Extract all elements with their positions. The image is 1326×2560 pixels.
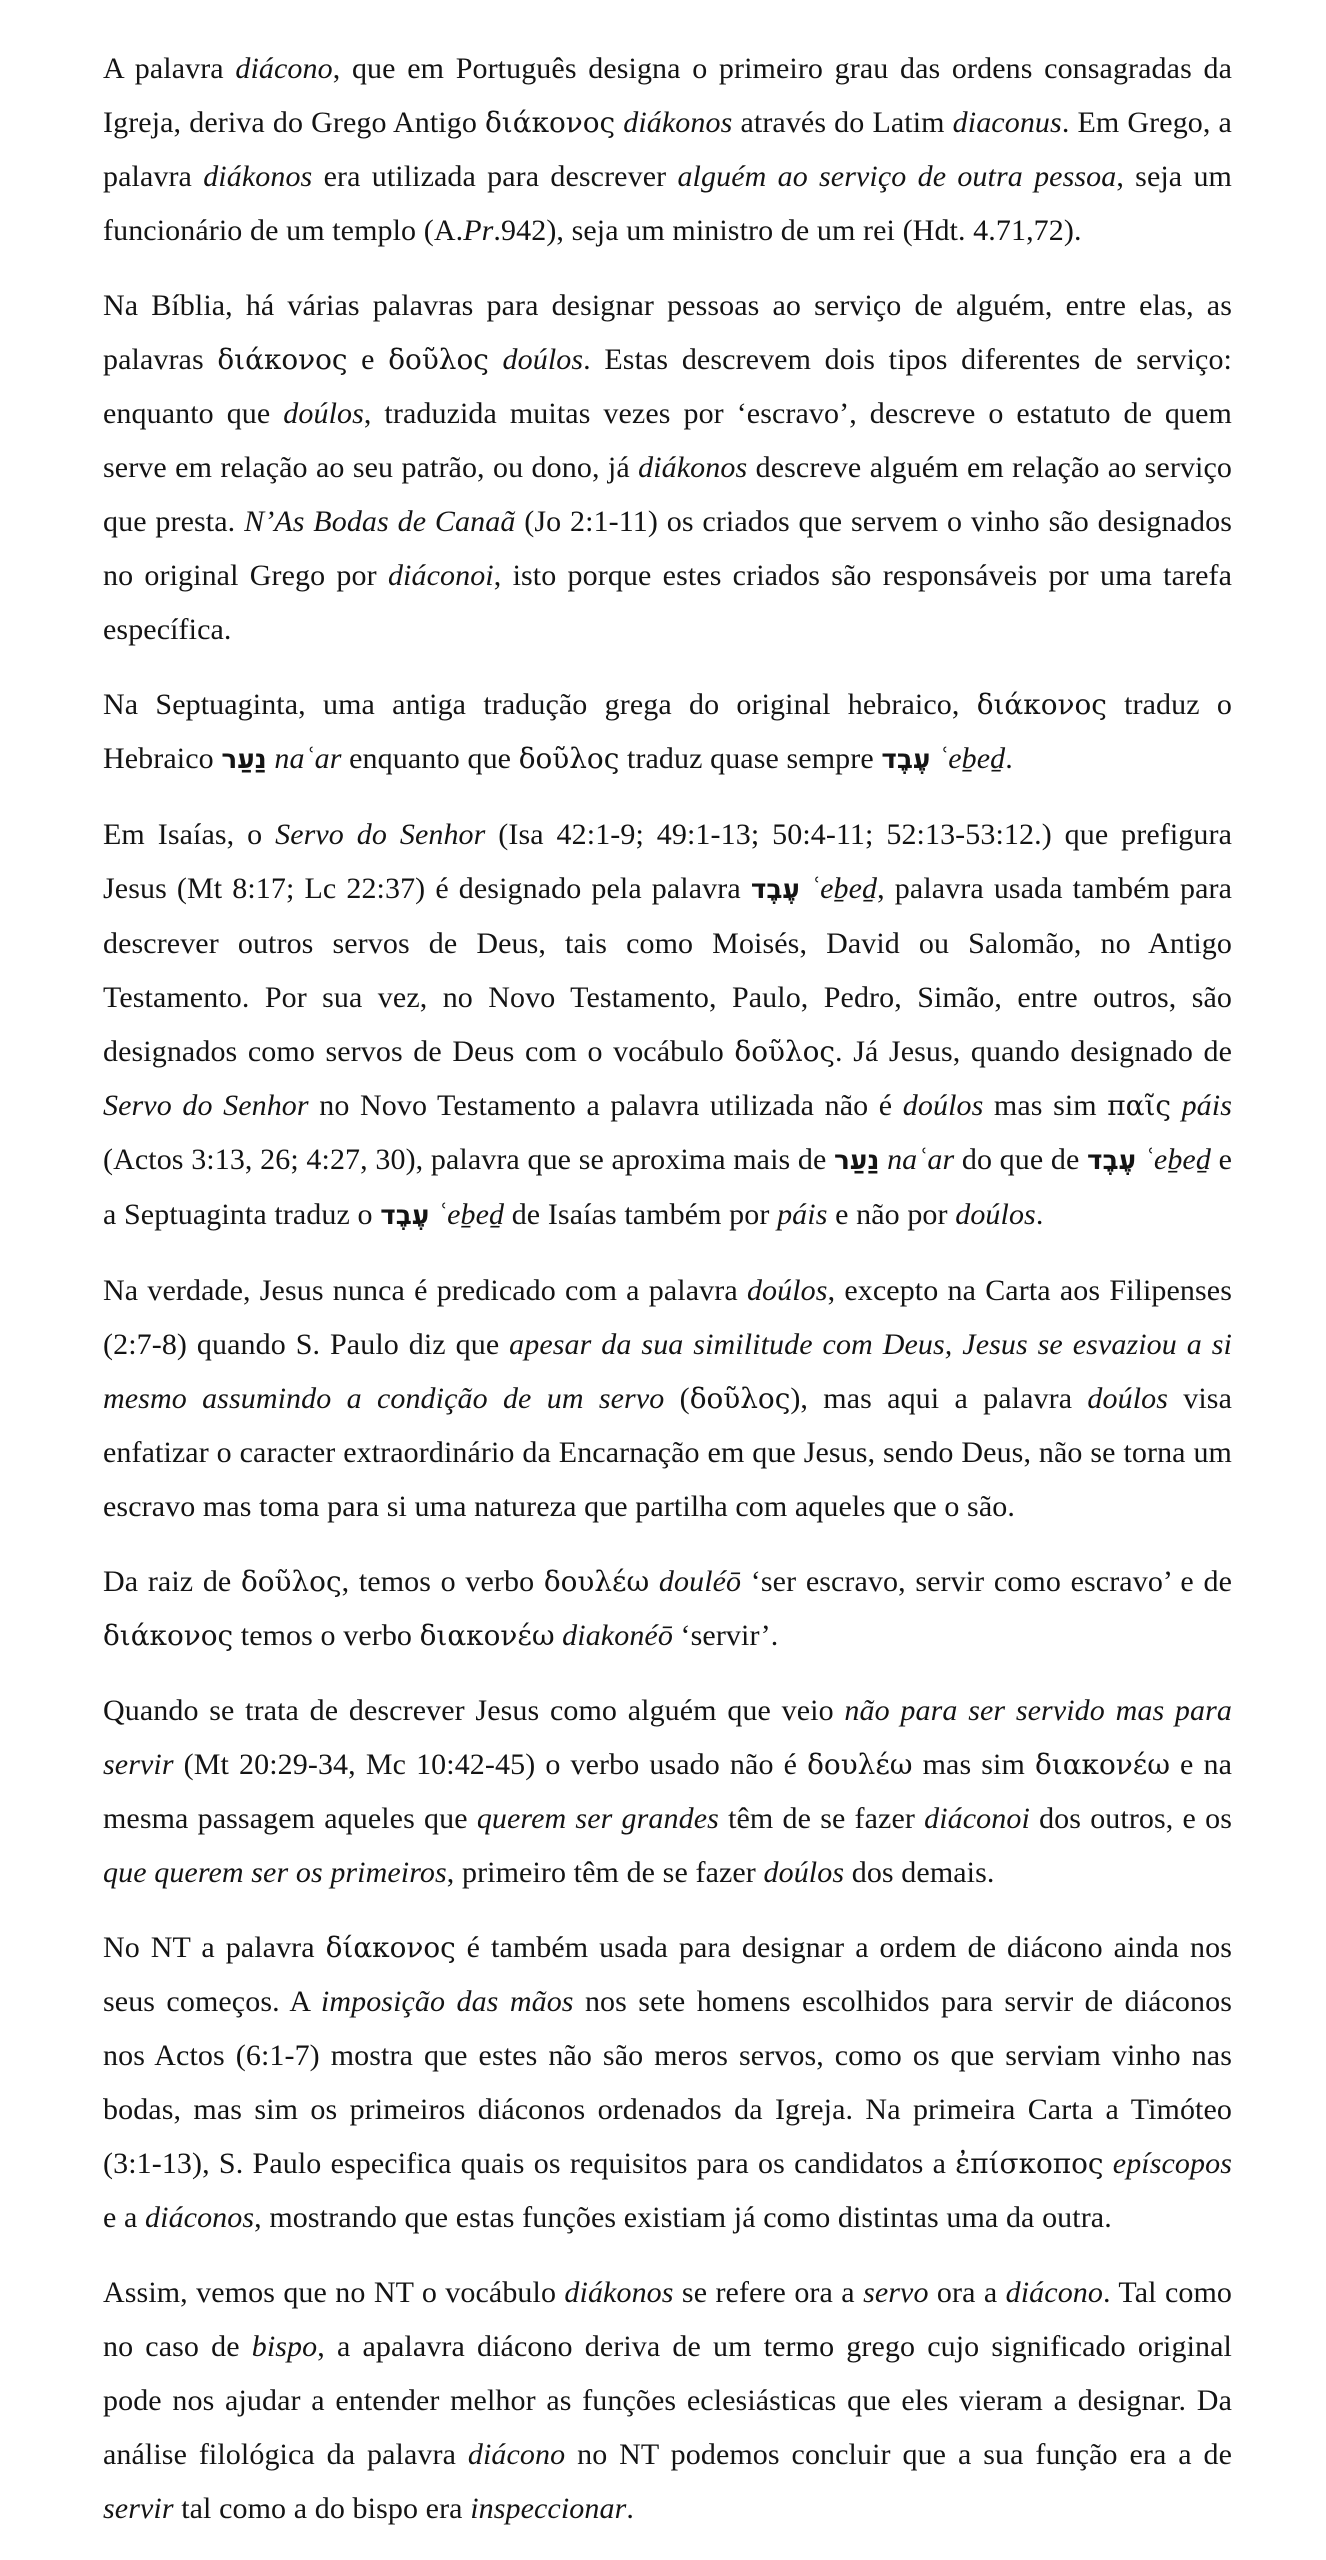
text-run: . xyxy=(626,2492,634,2525)
text-run: Quando se trata de descrever Jesus como alguém que veio xyxy=(103,1694,845,1727)
italic-text: diákonos xyxy=(564,2276,674,2309)
text-run: através do Latim xyxy=(732,106,953,139)
italic-text: inspeccionar xyxy=(470,2492,627,2525)
italic-text: imposição das mãos xyxy=(320,1985,574,2018)
text-run: Na Septuaginta, uma antiga tradução grega do original hebraico, xyxy=(103,688,977,721)
text-run: , temos o verbo xyxy=(341,1565,544,1598)
text-run: . Estas descrevem dois tipos diferentes de serviço: enquanto que xyxy=(103,343,1232,430)
text-run: de Isaías também por xyxy=(504,1198,778,1231)
paragraph xyxy=(103,1684,1232,1900)
italic-text: servir xyxy=(103,2492,174,2525)
text-run: era utilizada para descrever xyxy=(312,160,678,193)
italic-text: doúlos xyxy=(763,1856,845,1889)
text-run xyxy=(879,1143,887,1176)
text-run: tal como a do bispo era xyxy=(173,2492,471,2525)
greek-text: δουλέω xyxy=(807,1748,913,1781)
greek-text: δίακονος xyxy=(325,1931,456,1964)
text-run: do que de xyxy=(954,1143,1088,1176)
italic-text: doúlos xyxy=(746,1274,828,1307)
text-run: ora a xyxy=(928,2276,1006,2309)
paragraph xyxy=(103,678,1232,787)
italic-text: doúlos xyxy=(502,343,584,376)
text-run: ), mas aqui a palavra xyxy=(790,1382,1088,1415)
italic-text: ʿeḇeḏ xyxy=(938,742,1006,775)
text-run: no NT podemos concluir que a sua função era a de xyxy=(565,2438,1232,2471)
text-run: e não por xyxy=(827,1198,956,1231)
hebrew-text: עֶבֶד xyxy=(750,874,800,905)
hebrew-text: נַעַר xyxy=(221,744,267,775)
text-run: dos demais. xyxy=(844,1856,995,1889)
text-run: temos o verbo xyxy=(233,1619,420,1652)
text-run: . Tal como no caso de xyxy=(103,2276,1232,2363)
text-run: no Novo Testamento a palavra utilizada não é xyxy=(308,1089,903,1122)
text-run: é também usada para designar a ordem de diácono ainda nos seus começos. A xyxy=(103,1931,1232,2018)
text-run: . Já Jesus, quando designado de xyxy=(835,1035,1232,1068)
text-run xyxy=(931,742,939,775)
italic-text: diakonéō xyxy=(562,1619,673,1652)
text-run: A palavra xyxy=(103,52,236,85)
hebrew-text: עֶבֶד xyxy=(380,1200,430,1231)
greek-text: δουλέω xyxy=(543,1565,650,1598)
italic-text: ʿeḇeḏ xyxy=(436,1198,505,1231)
italic-text: servo xyxy=(863,2276,929,2309)
greek-text: δοῦλος xyxy=(518,742,620,775)
greek-text: δοῦλος xyxy=(240,1565,342,1598)
text-run: , primeiro têm de se fazer xyxy=(446,1856,764,1889)
italic-text: alguém ao serviço de outra pessoa xyxy=(677,160,1117,193)
text-run: (Actos 3:13, 26; 4:27, 30), palavra que se aproxima mais de xyxy=(103,1143,835,1176)
text-run: .942), seja um ministro de um rei (Hdt. 4.71,72). xyxy=(493,214,1082,247)
greek-text: ἐπίσκοπος xyxy=(955,2147,1104,2180)
hebrew-text: נַעַר xyxy=(834,1145,880,1176)
paragraph xyxy=(103,1555,1232,1663)
text-run xyxy=(489,343,503,376)
italic-text: querem ser grandes xyxy=(476,1802,719,1835)
text-run: ( xyxy=(664,1382,690,1415)
italic-text: doúlos xyxy=(902,1089,984,1122)
italic-text: naʿar xyxy=(274,742,342,775)
paragraph xyxy=(103,1921,1232,2245)
italic-text: ʿeḇeḏ xyxy=(1143,1143,1211,1176)
greek-text: διάκονος xyxy=(217,343,348,376)
text-run: Na verdade, Jesus nunca é predicado com a palavra xyxy=(103,1274,747,1307)
text-run: ‘servir’. xyxy=(672,1619,779,1652)
italic-text: doúlos xyxy=(955,1198,1036,1231)
text-run: ‘ser escravo, servir como escravo’ e de xyxy=(741,1565,1232,1598)
text-run: e a xyxy=(103,2201,146,2234)
italic-text: Pr xyxy=(463,214,494,247)
text-run: traduz o Hebraico xyxy=(103,688,1232,775)
greek-text: διάκονος xyxy=(103,1619,234,1652)
text-run xyxy=(1171,1089,1182,1122)
greek-text: δοῦλος xyxy=(388,343,489,376)
italic-text: apesar da sua similitude com Deus, Jesus se esvaziou a si mesmo assumindo a condição de um servo xyxy=(103,1328,1232,1415)
italic-text: epíscopos xyxy=(1112,2147,1232,2180)
text-run xyxy=(1104,2147,1113,2180)
text-run: e na mesma passagem aqueles que xyxy=(103,1748,1232,1835)
italic-text: que querem ser os primeiros xyxy=(103,1856,447,1889)
paragraph xyxy=(103,279,1232,657)
text-run: Da raiz de xyxy=(103,1565,241,1598)
text-run: . Em Grego, a palavra xyxy=(103,106,1232,193)
italic-text: diákonos xyxy=(203,160,313,193)
italic-text: doúlos xyxy=(283,397,364,430)
greek-text: διακονέω xyxy=(1035,1748,1170,1781)
greek-text: διάκονος xyxy=(485,106,616,139)
text-run: enquanto que xyxy=(341,742,519,775)
paragraph xyxy=(103,1264,1232,1534)
text-run: , que em Português designa o primeiro grau das ordens consagradas da Igreja, deriva do Grego Antigo xyxy=(103,52,1233,139)
italic-text: diaconus xyxy=(952,106,1062,139)
italic-text: doúlos xyxy=(1087,1382,1169,1415)
text-run: se refere ora a xyxy=(673,2276,864,2309)
text-run: dos outros, e os xyxy=(1029,1802,1233,1835)
italic-text: páis xyxy=(777,1198,828,1231)
text-run xyxy=(800,872,810,905)
hebrew-text: עֶבֶד xyxy=(1087,1145,1137,1176)
italic-text: diácono xyxy=(235,52,333,85)
text-run: . xyxy=(1005,742,1013,775)
text-run: visa enfatizar o caracter extraordinário da Encarnação em que Jesus, sendo Deus, não se torna um escravo mas toma para si uma natureza que partilha com aqueles que o são. xyxy=(103,1382,1232,1523)
italic-text: douléō xyxy=(658,1565,742,1598)
text-run xyxy=(429,1198,437,1231)
italic-text: naʿar xyxy=(887,1143,955,1176)
text-run xyxy=(1136,1143,1144,1176)
italic-text: diákonos xyxy=(638,451,748,484)
text-run: , palavra usada também para descrever outros servos de Deus, tais como Moisés, David ou Salomão, no Antigo Testamento. Por sua vez, no Novo Testamento, Paulo, Pedro, Simão, entre outros, são designados como servos de Deus com o vocábulo xyxy=(103,872,1232,1068)
italic-text: diáconoi xyxy=(924,1802,1030,1835)
text-run: e xyxy=(347,343,389,376)
text-run: , traduzida muitas vezes por ‘escravo’, descreve o estatuto de quem serve em relação ao seu patrão, ou dono, já xyxy=(103,397,1232,484)
text-run: Assim, vemos que no NT o vocábulo xyxy=(103,2276,565,2309)
italic-text: diáconos xyxy=(145,2201,255,2234)
text-run: mas sim xyxy=(983,1089,1108,1122)
italic-text: Servo do Senhor xyxy=(103,1089,309,1122)
text-run xyxy=(649,1565,659,1598)
text-run: , mostrando que estas funções existiam já como distintas uma da outra. xyxy=(254,2201,1112,2234)
italic-text: N’As Bodas de Canaã xyxy=(244,505,516,538)
italic-text: diácono xyxy=(1005,2276,1103,2309)
text-run: , a apalavra diácono deriva de um termo grego cujo significado original pode nos ajudar a entender melhor as funções eclesiásticas que eles vieram a designar. Da análise filológica da palavra xyxy=(103,2330,1232,2471)
paragraph xyxy=(103,2266,1232,2536)
italic-text: Servo do Senhor xyxy=(275,818,486,851)
text-run: , isto porque estes criados são responsáveis por uma tarefa específica. xyxy=(103,559,1232,646)
text-run: Na Bíblia, há várias palavras para designar pessoas ao serviço de alguém, entre elas, as palavras xyxy=(103,289,1232,376)
text-run: traduz quase sempre xyxy=(619,742,882,775)
document-body xyxy=(103,42,1232,2536)
text-run: (Jo 2:1-11) os criados que servem o vinho são designados no original Grego por xyxy=(103,505,1232,592)
paragraph xyxy=(103,808,1232,1243)
greek-text: δοῦλος xyxy=(689,1382,791,1415)
text-run: Em Isaías, o xyxy=(103,818,276,851)
text-run: (Isa 42:1-9; 49:1-13; 50:4-11; 52:13-53:12.) que prefigura Jesus (Mt 8:17; Lc 22:37) é designado pela palavra xyxy=(103,818,1232,905)
text-run: (Mt 20:29-34, Mc 10:42-45) o verbo usado não é xyxy=(173,1748,808,1781)
text-run: descreve alguém em relação ao serviço que presta. xyxy=(103,451,1232,538)
italic-text: páis xyxy=(1181,1089,1232,1122)
italic-text: ʿeḇeḏ xyxy=(810,872,878,905)
italic-text: não para ser servido mas para servir xyxy=(103,1694,1232,1781)
text-run: mas sim xyxy=(912,1748,1035,1781)
text-run: nos sete homens escolhidos para servir de diáconos nos Actos (6:1-7) mostra que estes não são meros servos, como os que serviam vinho nas bodas, mas sim os primeiros diáconos ordenados da Igreja. Na primeira Carta a Timóteo (3:1-13), S. Paulo especifica quais os requisitos para os candidatos a xyxy=(103,1985,1233,2180)
greek-text: δοῦλος xyxy=(734,1035,836,1068)
greek-text: διάκονος xyxy=(976,688,1107,721)
hebrew-text: עֶבֶד xyxy=(881,744,931,775)
greek-text: διακονέω xyxy=(419,1619,555,1652)
text-run: , excepto na Carta aos Filipenses (2:7-8) quando S. Paulo diz que xyxy=(103,1274,1232,1361)
paragraph xyxy=(103,42,1232,258)
italic-text: bispo xyxy=(251,2330,318,2363)
text-run: . xyxy=(1035,1198,1044,1231)
italic-text: diákonos xyxy=(623,106,733,139)
text-run: têm de se fazer xyxy=(718,1802,925,1835)
text-run: , seja um funcionário de um templo (A. xyxy=(103,160,1232,247)
italic-text: diácono xyxy=(467,2438,566,2471)
text-run: e a Septuaginta traduz o xyxy=(103,1143,1232,1231)
greek-text: παῖς xyxy=(1107,1089,1172,1122)
text-run: No NT a palavra xyxy=(103,1931,326,1964)
italic-text: diáconoi xyxy=(387,559,494,592)
